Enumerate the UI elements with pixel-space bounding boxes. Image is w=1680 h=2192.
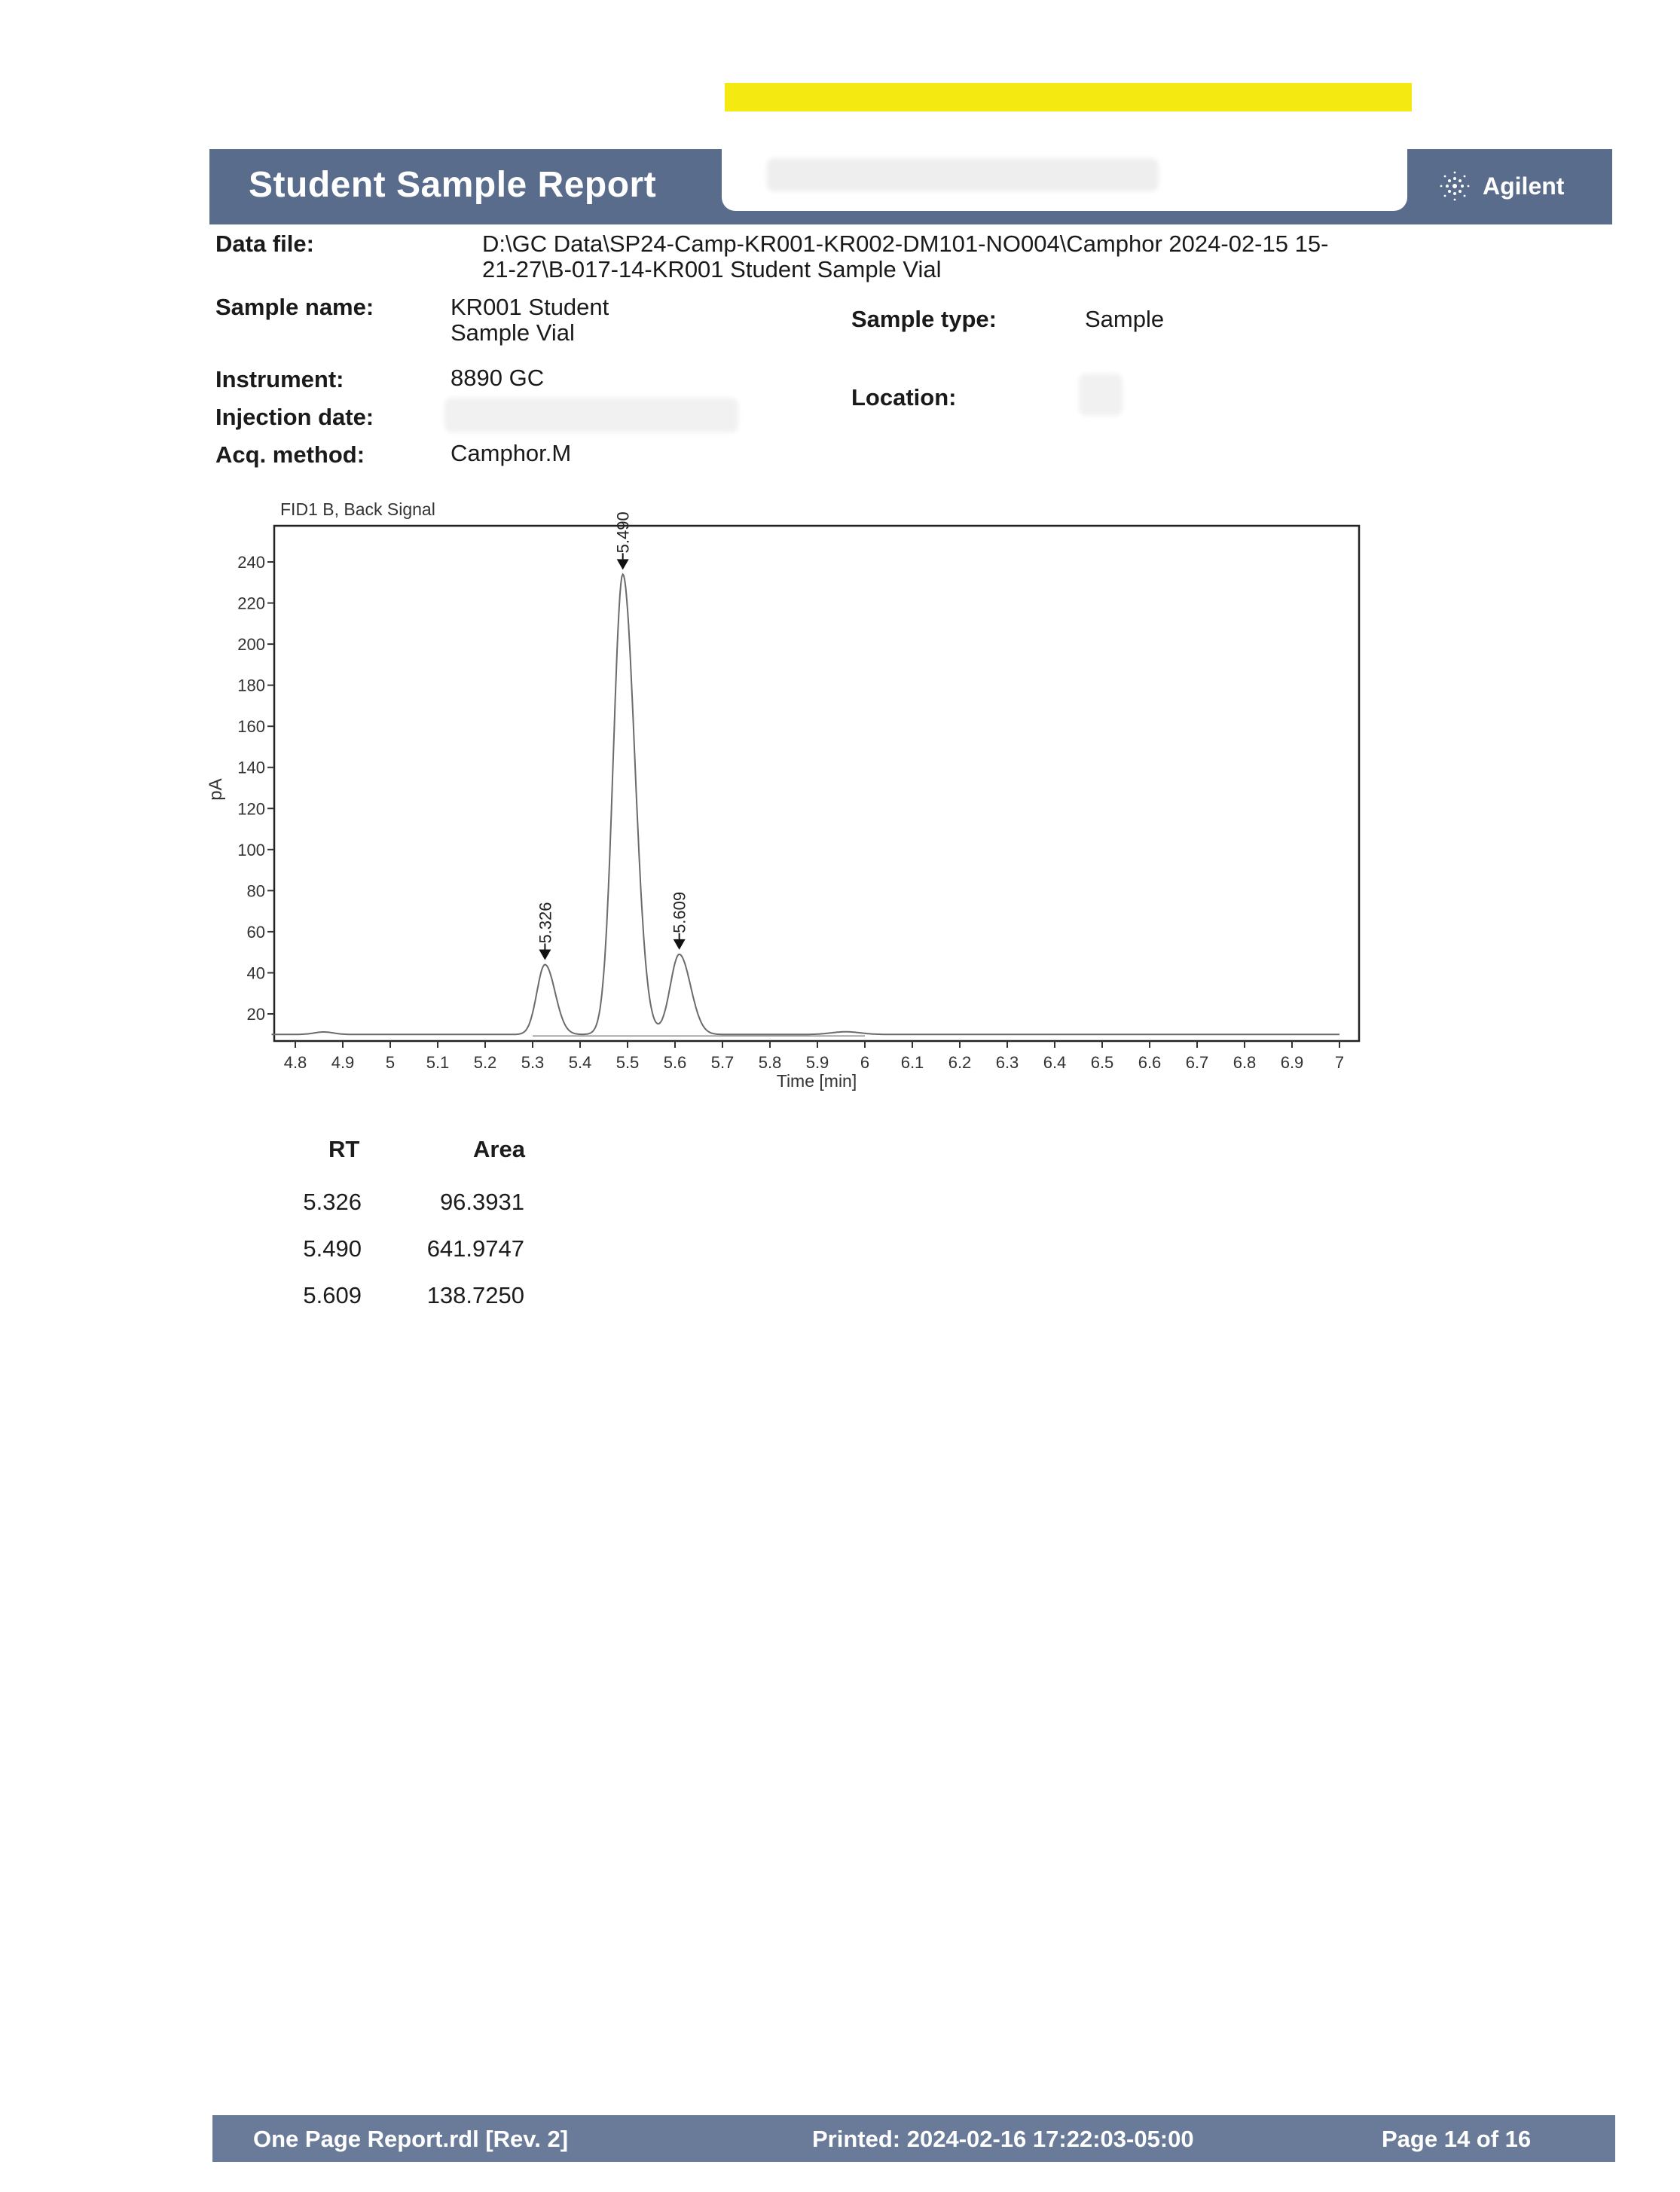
- data-file-label: Data file:: [215, 230, 314, 257]
- x-tick-label: 7: [1334, 1053, 1345, 1072]
- x-tick-label: 5.3: [521, 1053, 545, 1072]
- x-axis: [284, 1041, 1344, 1072]
- x-tick-label: 6.8: [1233, 1053, 1257, 1072]
- rt-header: RT: [328, 1136, 360, 1162]
- x-tick-label: 5.9: [805, 1053, 829, 1072]
- y-tick-label: 240: [237, 553, 265, 572]
- injection-date-label: Injection date:: [215, 404, 374, 430]
- table-cell-area: 641.9747: [426, 1235, 524, 1262]
- table-cell-rt: 5.609: [303, 1282, 362, 1308]
- x-tick-label: 5.2: [473, 1053, 497, 1072]
- y-tick-label: 160: [237, 717, 265, 737]
- location-label: Location:: [851, 384, 957, 411]
- data-file-line1: D:\GC Data\SP24-Camp-KR001-KR002-DM101-NO004\Camphor 2024-02-15 15-: [482, 230, 1329, 257]
- footer-report-name: One Page Report.rdl [Rev. 2]: [253, 2126, 569, 2152]
- report-title: Student Sample Report: [249, 165, 657, 205]
- x-tick-label: 6.5: [1090, 1053, 1114, 1072]
- y-tick-label: 220: [237, 594, 265, 613]
- peak-rt-label: 5.490: [613, 511, 633, 554]
- y-tick-label: 100: [237, 840, 265, 859]
- report-footer: [212, 2115, 1615, 2162]
- x-tick-label: 4.8: [283, 1053, 307, 1072]
- x-tick-label: 6.1: [900, 1053, 924, 1072]
- y-tick-label: 120: [237, 799, 265, 819]
- table-cell-rt: 5.490: [303, 1235, 362, 1262]
- footer-page: Page 14 of 16: [1382, 2126, 1532, 2152]
- peak-marker: [539, 950, 551, 960]
- y-axis-title: pA: [206, 778, 226, 801]
- x-tick-label: 6: [860, 1053, 870, 1072]
- acq-method-label: Acq. method:: [215, 441, 365, 468]
- y-tick-label: 140: [237, 758, 265, 777]
- y-tick-label: 180: [237, 676, 265, 695]
- x-tick-label: 5.5: [615, 1053, 640, 1072]
- x-tick-label: 6.2: [948, 1053, 972, 1072]
- x-tick-label: 6.9: [1280, 1053, 1304, 1072]
- peak-markers: [536, 511, 689, 960]
- y-tick-label: 20: [246, 1005, 265, 1024]
- peak-marker: [674, 939, 686, 950]
- x-tick-label: 5.1: [426, 1053, 450, 1072]
- peak-rt-label: 5.326: [536, 902, 555, 944]
- x-tick-label: 5.7: [710, 1053, 735, 1072]
- instrument-value: 8890 GC: [451, 365, 545, 391]
- chart-title: FID1 B, Back Signal: [280, 499, 435, 519]
- x-tick-label: 6.4: [1043, 1053, 1067, 1072]
- table-cell-area: 138.7250: [426, 1282, 524, 1308]
- peak-rt-label: 5.609: [670, 891, 689, 933]
- y-tick-label: 200: [237, 635, 265, 655]
- y-tick-label: 40: [246, 963, 265, 983]
- signal-trace: [272, 574, 1340, 1034]
- sample-name-line1: KR001 Student: [451, 294, 609, 320]
- x-tick-label: 5.6: [663, 1053, 687, 1072]
- footer-printed: Printed: 2024-02-16 17:22:03-05:00: [812, 2126, 1194, 2152]
- y-tick-label: 60: [246, 922, 265, 942]
- instrument-label: Instrument:: [215, 366, 344, 392]
- sample-name-line2: Sample Vial: [451, 319, 575, 346]
- y-tick-label: 80: [246, 881, 265, 901]
- acq-method-value: Camphor.M: [451, 440, 572, 466]
- x-tick-label: 6.3: [995, 1053, 1019, 1072]
- data-file-line2: 21-27\B-017-14-KR001 Student Sample Vial: [482, 256, 942, 282]
- x-tick-label: 4.9: [331, 1053, 355, 1072]
- table-cell-area: 96.3931: [439, 1189, 524, 1215]
- x-tick-label: 5.4: [568, 1053, 592, 1072]
- x-tick-label: 5.8: [758, 1053, 782, 1072]
- peak-marker: [617, 559, 629, 569]
- area-header: Area: [473, 1136, 525, 1162]
- y-axis: [237, 553, 274, 1024]
- sample-type-value: Sample: [1085, 306, 1165, 332]
- x-axis-title: Time [min]: [776, 1071, 857, 1091]
- brand-name: Agilent: [1483, 172, 1565, 200]
- x-tick-label: 6.7: [1185, 1053, 1209, 1072]
- plot-frame: [274, 526, 1359, 1041]
- table-cell-rt: 5.326: [303, 1189, 362, 1215]
- x-tick-label: 5: [385, 1053, 396, 1072]
- x-tick-label: 6.6: [1138, 1053, 1162, 1072]
- sample-type-label: Sample type:: [851, 306, 997, 332]
- sample-name-label: Sample name:: [215, 294, 374, 320]
